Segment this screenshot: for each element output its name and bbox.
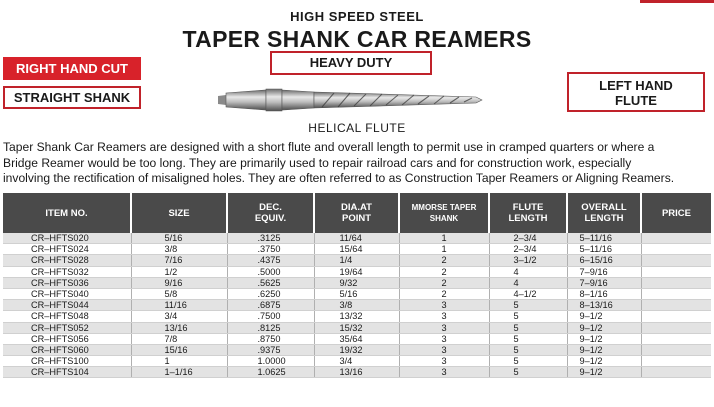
cell-overall-length: 9–1/2 (567, 311, 641, 322)
cell-dec-equiv: .9375 (227, 344, 314, 355)
cell-dia-at-point: 35/64 (314, 333, 399, 344)
description-line: Bridge Reamer would be too long. They are primarily used to repair railroad cars and for construction work, especially (3, 155, 632, 170)
cell-morse-taper-shank: 2 (399, 266, 489, 277)
table-row (3, 244, 711, 255)
left-hand-flute-line2: FLUTE (615, 93, 657, 108)
cell-dec-equiv: .5625 (227, 277, 314, 288)
table-row (3, 333, 711, 344)
cell-dec-equiv: .5000 (227, 266, 314, 277)
cell-flute-length: 5 (489, 367, 567, 378)
cell-flute-length: 3–1/2 (489, 255, 567, 266)
cell-size: 7/16 (131, 255, 227, 266)
col-header-dia-at-point: DIA.AT POINT (314, 193, 399, 233)
table-header-row (3, 193, 711, 233)
cell-overall-length: 7–9/16 (567, 277, 641, 288)
cell-flute-length: 5 (489, 333, 567, 344)
cell-dec-equiv: 1.0625 (227, 367, 314, 378)
cell-flute-length: 5 (489, 311, 567, 322)
cell-price (641, 244, 711, 255)
cell-size: 3/8 (131, 244, 227, 255)
cell-dia-at-point: 3/8 (314, 300, 399, 311)
cell-dec-equiv: .6250 (227, 288, 314, 299)
cell-flute-length: 2–3/4 (489, 233, 567, 244)
description (3, 140, 713, 187)
cell-size: 7/8 (131, 333, 227, 344)
cell-dia-at-point: 19/32 (314, 344, 399, 355)
cell-flute-length: 5 (489, 322, 567, 333)
cell-overall-length: 6–15/16 (567, 255, 641, 266)
cell-item-no: CR–HFTS020 (3, 233, 131, 244)
cell-size: 1 (131, 356, 227, 367)
cell-flute-length: 4 (489, 266, 567, 277)
cell-dia-at-point: 15/32 (314, 322, 399, 333)
cell-price (641, 233, 711, 244)
cell-morse-taper-shank: 3 (399, 311, 489, 322)
cell-size: 11/16 (131, 300, 227, 311)
table-row (3, 300, 711, 311)
cell-dia-at-point: 3/4 (314, 356, 399, 367)
cell-size: 1–1/16 (131, 367, 227, 378)
cell-dia-at-point: 11/64 (314, 233, 399, 244)
cell-dia-at-point: 13/16 (314, 367, 399, 378)
cell-price (641, 344, 711, 355)
cell-price (641, 255, 711, 266)
cell-dia-at-point: 5/16 (314, 288, 399, 299)
table-row (3, 277, 711, 288)
cell-item-no: CR–HFTS024 (3, 244, 131, 255)
cell-morse-taper-shank: 1 (399, 233, 489, 244)
cell-flute-length: 4 (489, 277, 567, 288)
cell-dia-at-point: 9/32 (314, 277, 399, 288)
table-row (3, 288, 711, 299)
top-accent-bar (640, 0, 714, 3)
table-row (3, 367, 711, 378)
cell-morse-taper-shank: 3 (399, 344, 489, 355)
cell-overall-length: 9–1/2 (567, 333, 641, 344)
cell-item-no: CR–HFTS040 (3, 288, 131, 299)
right-hand-cut-badge: RIGHT HAND CUT (3, 57, 141, 80)
cell-flute-length: 5 (489, 344, 567, 355)
cell-price (641, 356, 711, 367)
cell-item-no: CR–HFTS032 (3, 266, 131, 277)
cell-item-no: CR–HFTS100 (3, 356, 131, 367)
cell-overall-length: 5–11/16 (567, 233, 641, 244)
cell-morse-taper-shank: 2 (399, 277, 489, 288)
table-row (3, 322, 711, 333)
cell-size: 5/8 (131, 288, 227, 299)
page-subtitle: HIGH SPEED STEEL (290, 9, 424, 24)
cell-morse-taper-shank: 3 (399, 356, 489, 367)
cell-price (641, 266, 711, 277)
description-line: involving the rectification of misaligned holes. They are often referred to as Construction Taper Reamers or Aligning Reamers. (3, 171, 675, 185)
cell-dec-equiv: .4375 (227, 255, 314, 266)
cell-item-no: CR–HFTS060 (3, 344, 131, 355)
image-caption: HELICAL FLUTE (308, 121, 406, 135)
cell-item-no: CR–HFTS036 (3, 277, 131, 288)
cell-size: 15/16 (131, 344, 227, 355)
cell-overall-length: 7–9/16 (567, 266, 641, 277)
table-row (3, 311, 711, 322)
cell-dia-at-point: 15/64 (314, 244, 399, 255)
cell-morse-taper-shank: 3 (399, 300, 489, 311)
reamer-illustration (218, 84, 488, 116)
cell-morse-taper-shank: 3 (399, 367, 489, 378)
table-row (3, 233, 711, 244)
cell-flute-length: 4–1/2 (489, 288, 567, 299)
description-line: Taper Shank Car Reamers are designed with a short flute and overall length to permit use in cramped quarters or where a (3, 140, 655, 154)
cell-item-no: CR–HFTS044 (3, 300, 131, 311)
col-header-morse-taper-shank: MMORSE TAPER SHANK (399, 193, 489, 233)
cell-overall-length: 9–1/2 (567, 322, 641, 333)
cell-dec-equiv: 1.0000 (227, 356, 314, 367)
table-row (3, 266, 711, 277)
cell-item-no: CR–HFTS048 (3, 311, 131, 322)
cell-morse-taper-shank: 3 (399, 322, 489, 333)
left-hand-flute-badge (567, 72, 705, 112)
cell-overall-length: 9–1/2 (567, 356, 641, 367)
cell-dec-equiv: .8750 (227, 333, 314, 344)
cell-price (641, 300, 711, 311)
col-header-flute-length: FLUTE LENGTH (489, 193, 567, 233)
cell-dec-equiv: .3125 (227, 233, 314, 244)
page-title: TAPER SHANK CAR REAMERS (182, 26, 532, 52)
cell-item-no: CR–HFTS104 (3, 367, 131, 378)
col-header-size: SIZE (131, 193, 227, 233)
cell-size: 3/4 (131, 311, 227, 322)
cell-dia-at-point: 19/64 (314, 266, 399, 277)
cell-size: 1/2 (131, 266, 227, 277)
cell-flute-length: 5 (489, 356, 567, 367)
cell-size: 5/16 (131, 233, 227, 244)
table-row (3, 344, 711, 355)
cell-size: 9/16 (131, 277, 227, 288)
cell-overall-length: 8–13/16 (567, 300, 641, 311)
cell-dec-equiv: .7500 (227, 311, 314, 322)
spec-table (3, 193, 711, 378)
cell-overall-length: 9–1/2 (567, 344, 641, 355)
col-header-overall-length: OVERALL LENGTH (567, 193, 641, 233)
cell-dia-at-point: 1/4 (314, 255, 399, 266)
cell-dec-equiv: .3750 (227, 244, 314, 255)
cell-price (641, 277, 711, 288)
col-header-dec-equiv: DEC. EQUIV. (227, 193, 314, 233)
cell-dia-at-point: 13/32 (314, 311, 399, 322)
col-header-item-no: ITEM NO. (3, 193, 131, 233)
cell-morse-taper-shank: 3 (399, 333, 489, 344)
cell-dec-equiv: .8125 (227, 322, 314, 333)
cell-overall-length: 5–11/16 (567, 244, 641, 255)
cell-price (641, 322, 711, 333)
table-row (3, 356, 711, 367)
col-header-price: PRICE (641, 193, 711, 233)
cell-item-no: CR–HFTS052 (3, 322, 131, 333)
cell-overall-length: 8–1/16 (567, 288, 641, 299)
cell-flute-length: 5 (489, 300, 567, 311)
cell-item-no: CR–HFTS028 (3, 255, 131, 266)
table-row (3, 255, 711, 266)
cell-dec-equiv: .6875 (227, 300, 314, 311)
cell-price (641, 311, 711, 322)
cell-flute-length: 2–3/4 (489, 244, 567, 255)
cell-price (641, 333, 711, 344)
cell-morse-taper-shank: 2 (399, 288, 489, 299)
left-hand-flute-line1: LEFT HAND (599, 78, 673, 93)
cell-price (641, 367, 711, 378)
cell-morse-taper-shank: 2 (399, 255, 489, 266)
cell-overall-length: 9–1/2 (567, 367, 641, 378)
straight-shank-badge: STRAIGHT SHANK (3, 86, 141, 109)
cell-morse-taper-shank: 1 (399, 244, 489, 255)
cell-item-no: CR–HFTS056 (3, 333, 131, 344)
heavy-duty-badge: HEAVY DUTY (270, 51, 432, 75)
cell-price (641, 288, 711, 299)
cell-size: 13/16 (131, 322, 227, 333)
